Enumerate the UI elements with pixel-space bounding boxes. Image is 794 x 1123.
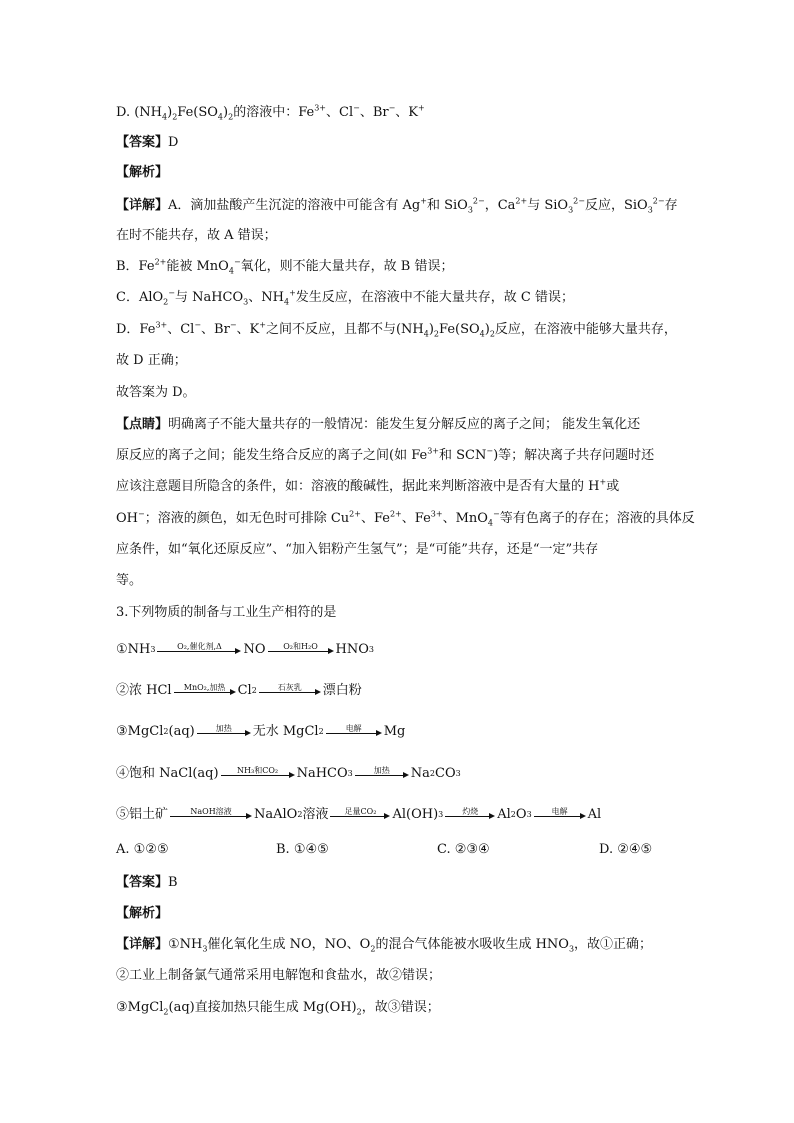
tip-line-3: 应该注意题目所隐含的条件，如：溶液的酸碱性，据此来判断溶液中是否有大量的 H+或	[116, 477, 620, 494]
reaction-arrow: MnO₂,加热	[174, 683, 236, 694]
reaction-4: ④饱和 NaCl(aq) NH₃和CO₂ NaHCO 3 加热 Na 2 CO 3	[116, 765, 461, 781]
detail-2-line-2: ②工业上制备氯气通常采用电解饱和食盐水，故②错误；	[116, 968, 442, 983]
detail-1-line-3: B．$Fe^{2+}$能被 MnO$_4$−氧化，则不能大量共存，故 B 错误；	[116, 257, 454, 276]
option-d: D. ②④⑤	[599, 842, 653, 857]
detail-1-line-1: 【详解】A．滴加盐酸产生沉淀的溶液中可能含有 Ag+和 SiO$_3^{2-}$，$Ca^{2+}$与 SiO$_3^{2-}$反应，SiO$_3^{2-}$存	[116, 196, 678, 215]
detail-2-line-3: ③MgCl$_2$(aq)直接加热只能生成 $Mg(OH)_2$，故③错误；	[116, 1000, 440, 1017]
detail-1-line-5: D．$Fe^{3+}$、Cl−、Br−、K+之间不反应，且都不与$(NH_4)_2Fe(SO_4)_2$反应，在溶液中能够大量共存，	[116, 320, 677, 339]
reaction-1: ①NH 3 O₂,催化剂,Δ NO O₂和H₂O HNO 3	[116, 641, 374, 657]
detail-2-line-1: 【详解】$①NH_3$催化氧化生成 NO，NO、$O_2$的混合气体能被水吸收生成 $HNO_3$，故①正确；	[116, 937, 653, 954]
analysis-label-2: 【解析】	[116, 906, 169, 921]
detail-1-line-2: 在时不能共存，故 A 错误；	[116, 228, 277, 243]
analysis-label-1: 【解析】	[116, 165, 169, 180]
reaction-arrow: NH₃和CO₂	[221, 766, 295, 777]
detail-1-line-4: C．AlO$_2$−与 NaHCO$_3$、$NH_4^+$发生反应，在溶液中不能大量共存，故 C 错误；	[116, 288, 574, 307]
reaction-arrow: 电解	[534, 807, 586, 818]
reaction-2: ②浓 HCl MnO₂,加热 Cl 2 石灰乳 漂白粉	[116, 682, 362, 698]
answer-2: 【答案】B	[116, 875, 178, 890]
reaction-arrow: O₂,催化剂,Δ	[157, 642, 241, 653]
tip-line-4: OH−；溶液的颜色，如无色时可排除 $Cu^{2+}$、$Fe^{2+}$、$Fe^{3+}$、MnO$_4$−等有色离子的存在；溶液的具体反	[116, 509, 695, 528]
option-a: A. ①②⑤	[116, 842, 169, 857]
question-3-title: 3.下列物质的制备与工业生产相符的是	[116, 605, 337, 620]
option-b: B. ①④⑤	[276, 842, 329, 857]
reaction-3: ③MgCl 2 (aq) 加热 无水 MgCl 2 电解 Mg	[116, 723, 406, 739]
reaction-arrow: 加热	[355, 766, 409, 777]
reaction-5: ⑤铝土矿 NaOH溶液 NaAlO 2 溶液 足量CO₂ Al(OH) 3 灼烧 Al 2 O 3 电解 Al	[116, 806, 602, 822]
prev-option-d: D. $(NH_4)_2Fe(SO_4)_2$的溶液中：$Fe^{3+}$、Cl−、Br−、K+	[116, 103, 425, 122]
detail-1-line-6: 故 D 正确；	[116, 353, 187, 368]
reaction-arrow: 电解	[326, 724, 382, 735]
reaction-arrow: 加热	[197, 724, 251, 735]
reaction-arrow: O₂和H₂O	[268, 642, 334, 653]
reaction-arrow: 石灰乳	[259, 683, 321, 694]
detail-1-line-7: 故答案为 D。	[116, 385, 196, 400]
tip-line-2: 原反应的离子之间；能发生络合反应的离子之间(如 $Fe^{3+}$和 SCN−)等；解决离子共存问题时还	[116, 446, 655, 463]
reaction-arrow: NaOH溶液	[170, 807, 252, 818]
reaction-arrow: 足量CO₂	[330, 807, 390, 818]
reaction-arrow: 灼烧	[445, 807, 495, 818]
tip-line-1: 【点睛】明确离子不能大量共存的一般情况：能发生复分解反应的离子之间； 能发生氧化还	[116, 417, 641, 432]
option-c: C. ②③④	[437, 842, 490, 857]
tip-line-5: 应条件，如“氧化还原反应”、“加入铝粉产生氢气”；是“可能”共存，还是“一定”共存	[116, 542, 599, 557]
answer-1: 【答案】D	[116, 135, 179, 150]
tip-line-6: 等。	[116, 573, 143, 588]
